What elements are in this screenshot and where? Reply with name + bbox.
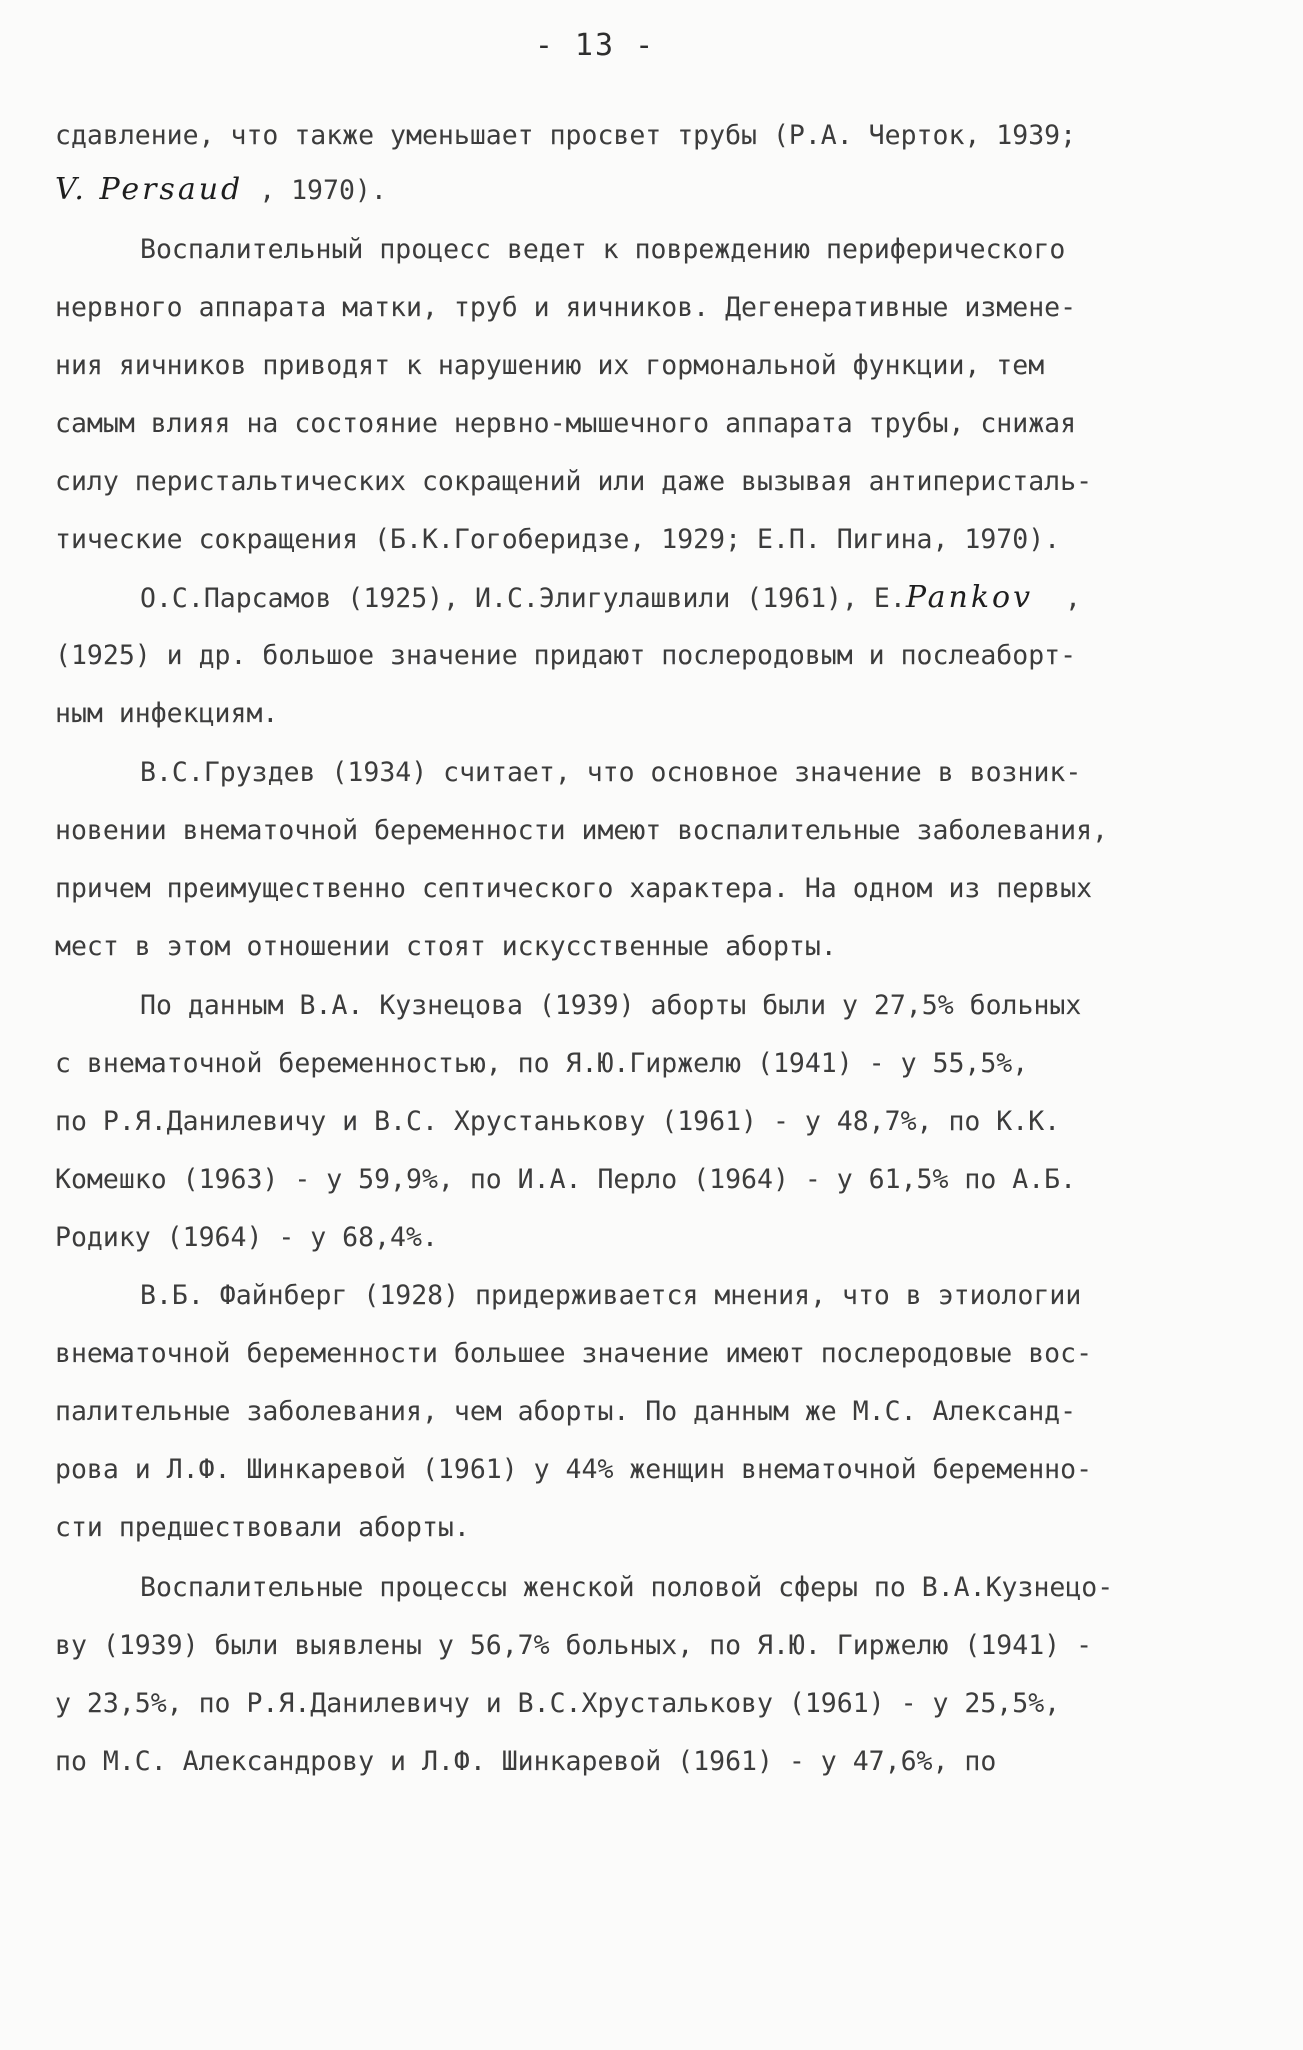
text-line [55, 1452, 1303, 1488]
text-line [55, 813, 1303, 849]
text-line [55, 1162, 1303, 1198]
text-line [55, 929, 1303, 965]
text-segment: причем преимущественно септического характера. На одном из первых [55, 873, 1093, 904]
text-line [55, 638, 1303, 674]
text-line [55, 522, 1303, 558]
text-segment: с внематочной беременностью, по Я.Ю.Гиржелю (1941) - у 55,5%, [55, 1048, 1029, 1079]
text-segment: силу перистальтических сокращений или даже вызывая антиперисталь- [55, 466, 1093, 497]
text-line [55, 1104, 1303, 1140]
text-segment: сти предшествовали аборты. [55, 1512, 470, 1543]
page-number: - 13 - [534, 28, 656, 63]
text-line [140, 580, 1303, 617]
handwritten-name: V. Persaud [55, 172, 244, 207]
text-segment: Воспалительный процесс ведет к повреждению периферического [140, 234, 1066, 265]
text-segment: Воспалительные процессы женской половой сферы по В.А.Кузнецо- [140, 1572, 1114, 1603]
text-segment: мест в этом отношении стоят искусственные аборты. [55, 931, 837, 962]
text-line [55, 1046, 1303, 1082]
text-line [55, 1394, 1303, 1430]
text-segment: нервного аппарата матки, труб и яичников. Дегенеративные измене- [55, 292, 1077, 323]
text-segment: ния яичников приводят к нарушению их гормональной функции, тем [55, 350, 1045, 381]
text-segment: ву (1939) были выявлены у 56,7% больных, по Я.Ю. Гиржелю (1941) - [55, 1630, 1093, 1661]
text-line [55, 118, 1303, 154]
text-line [140, 988, 1303, 1024]
text-line [55, 406, 1303, 442]
text-line [55, 696, 1303, 732]
text-segment: , 1970). [243, 175, 387, 206]
text-line [140, 1278, 1303, 1314]
text-line [55, 1628, 1303, 1664]
text-segment: самым влияя на состояние нервно-мышечного аппарата трубы, снижая [55, 408, 1077, 439]
handwritten-name: Pankov [905, 580, 1034, 615]
text-segment: Комешко (1963) - у 59,9%, по И.А. Перло (1964) - у 61,5% по А.Б. [55, 1164, 1077, 1195]
text-segment: , [1033, 583, 1081, 614]
text-line [55, 1686, 1303, 1722]
text-line [55, 871, 1303, 907]
text-segment: палительные заболевания, чем аборты. По данным же М.С. Александ- [55, 1396, 1077, 1427]
text-segment: тические сокращения (Б.К.Гогоберидзе, 1929; Е.П. Пигина, 1970). [55, 524, 1061, 555]
text-segment: Родику (1964) - у 68,4%. [55, 1222, 438, 1253]
text-line [140, 755, 1303, 791]
text-segment: В.Б. Файнберг (1928) придерживается мнения, что в этиологии [140, 1280, 1082, 1311]
text-segment: О.С.Парсамов (1925), И.С.Элигулашвили (1961), Е. [140, 583, 906, 614]
text-segment: (1925) и др. большое значение придают послеродовым и послеаборт- [55, 640, 1077, 671]
text-segment: рова и Л.Ф. Шинкаревой (1961) у 44% женщин внематочной беременно- [55, 1454, 1093, 1485]
text-line [55, 348, 1303, 384]
text-segment: По данным В.А. Кузнецова (1939) аборты были у 27,5% больных [140, 990, 1082, 1021]
text-line [55, 172, 1303, 209]
text-line [140, 232, 1303, 268]
text-line [55, 1510, 1303, 1546]
text-segment: сдавление, что также уменьшает просвет трубы (Р.А. Черток, 1939; [55, 120, 1077, 151]
text-line [140, 1570, 1303, 1606]
text-line [55, 1336, 1303, 1372]
text-segment: В.С.Груздев (1934) считает, что основное значение в возник- [140, 757, 1082, 788]
text-line [55, 290, 1303, 326]
text-segment: новении внематочной беременности имеют воспалительные заболевания, [55, 815, 1108, 846]
text-segment: у 23,5%, по Р.Я.Данилевичу и В.С.Хрусталькову (1961) - у 25,5%, [55, 1688, 1061, 1719]
text-segment: внематочной беременности большее значение имеют послеродовые вос- [55, 1338, 1093, 1369]
text-line [55, 1744, 1303, 1780]
text-segment: ным инфекциям. [55, 698, 279, 729]
text-segment: по Р.Я.Данилевичу и В.С. Хрустанькову (1961) - у 48,7%, по К.К. [55, 1106, 1061, 1137]
text-line [55, 1220, 1303, 1256]
text-line [55, 464, 1303, 500]
text-segment: по М.С. Александрову и Л.Ф. Шинкаревой (1961) - у 47,6%, по [55, 1746, 997, 1777]
